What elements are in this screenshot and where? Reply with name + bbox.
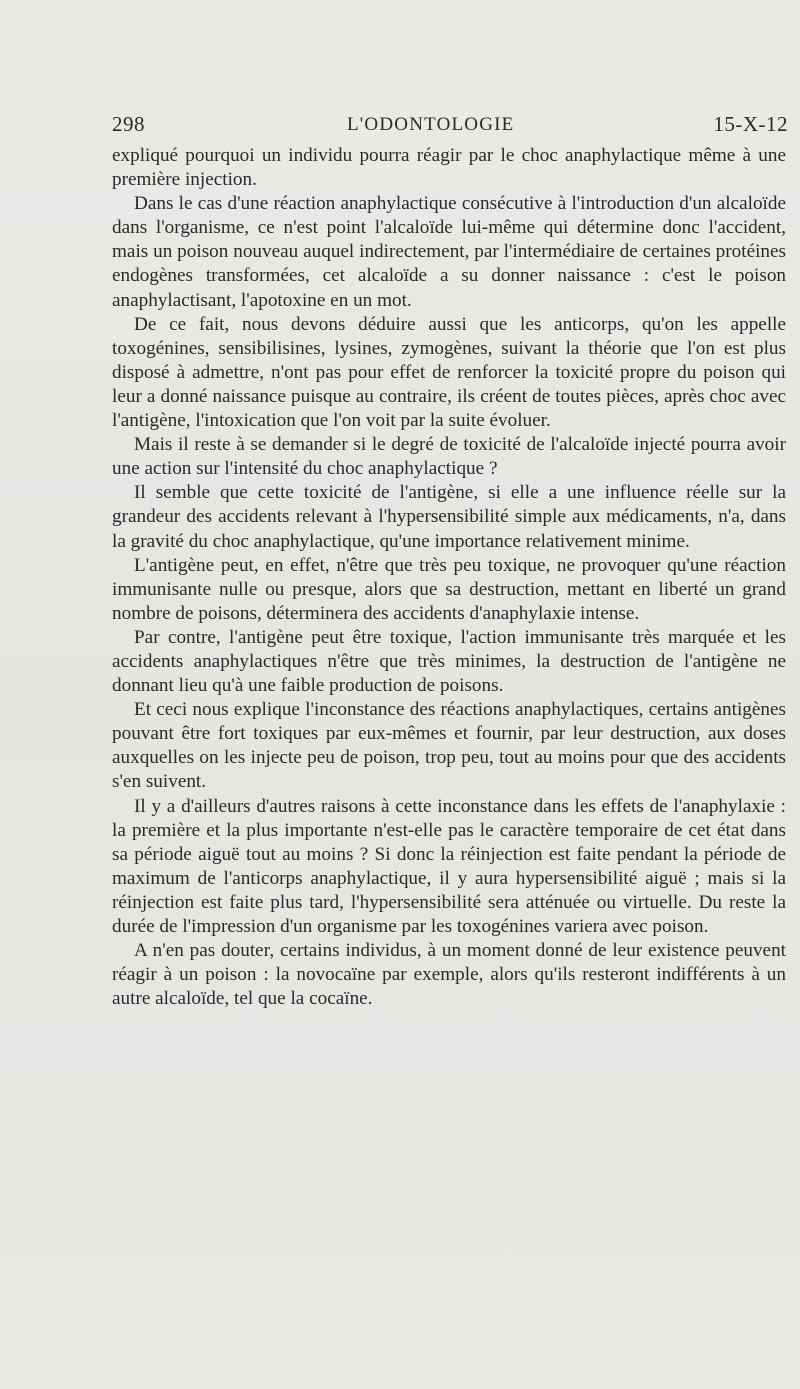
- paragraph: De ce fait, nous devons déduire aussi que les anticorps, qu'on les appelle toxogénines, sensibilisines, lysines, zymogènes, suivant la théorie que l'on est plus disposé à admettre, n'ont pas pour effet de renforcer la toxicité propre du poison qui leur a donné naissance puisque au contraire, ils créent de toutes pièces, après choc avec l'antigène, l'intoxication que l'on voit par la suite évoluer.: [112, 313, 786, 432]
- paragraph: Et ceci nous explique l'inconstance des réactions anaphylactiques, certains antigènes pouvant être fort toxiques par eux-mêmes et fournir, par leur destruction, aux doses auxquelles on les injecte peu de poison, trop peu, tout au moins pour que des accidents s'en suivent.: [112, 699, 786, 793]
- paragraph: expliqué pourquoi un individu pourra réagir par le choc anaphylactique même à une première injection.: [112, 145, 786, 191]
- paragraph: Dans le cas d'une réaction anaphylactique consécutive à l'introduction d'un alcaloïde dans l'organisme, ce n'est point l'alcaloïde lui-même qui détermine donc l'accident, mais un poison nouveau auquel indirectement, par l'intermédiaire de certaines protéines endogènes transformées, cet alcaloïde a su donner naissance : c'est le poison anaphylactisant, l'apotoxine en un mot.: [112, 193, 786, 311]
- article-body: [112, 144, 786, 1011]
- journal-title: L'ODONTOLOGIE: [347, 114, 515, 135]
- running-header: [112, 112, 788, 142]
- paragraph: A n'en pas douter, certains individus, à un moment donné de leur existence peuvent réagir à un poison : la novocaïne par exemple, alors qu'ils resteront indifférents à un autre alcaloïde, tel que la cocaïne.: [112, 940, 786, 1010]
- issue-date: 15-X-12: [713, 112, 788, 136]
- paragraph: L'antigène peut, en effet, n'être que très peu toxique, ne provoquer qu'une réaction immunisante nulle ou presque, alors que sa destruction, mettant en liberté un grand nombre de poisons, déterminera des accidents d'anaphylaxie intense.: [112, 554, 786, 624]
- page-number: 298: [112, 112, 145, 136]
- paragraph: Il semble que cette toxicité de l'antigène, si elle a une influence réelle sur la grandeur des accidents relevant à l'hypersensibilité simple aux médicaments, n'a, dans la gravité du choc anaphylactique, qu'une importance relativement minime.: [112, 482, 786, 552]
- paragraph: Il y a d'ailleurs d'autres raisons à cette inconstance dans les effets de l'anaphylaxie : la première et la plus importante n'est-elle pas le caractère temporaire de cet état dans sa période aiguë tout au moins ? Si donc la réinjection est faite pendant la période de maximum de l'anticorps anaphylactique, il y aura hypersensibilité aiguë ; mais si la réinjection est faite plus tard, l'hypersensibilité sera atténuée ou virtuelle. Du reste la durée de l'impression d'un organisme par les toxogénines variera avec poison.: [112, 795, 786, 937]
- paragraph: Par contre, l'antigène peut être toxique, l'action immunisante très marquée et les accidents anaphylactiques n'être que très minimes, la destruction de l'antigène ne donnant lieu qu'à une faible production de poisons.: [112, 626, 786, 697]
- paragraph: Mais il reste à se demander si le degré de toxicité de l'alcaloïde injecté pourra avoir une action sur l'intensité du choc anaphylactique ?: [112, 434, 786, 480]
